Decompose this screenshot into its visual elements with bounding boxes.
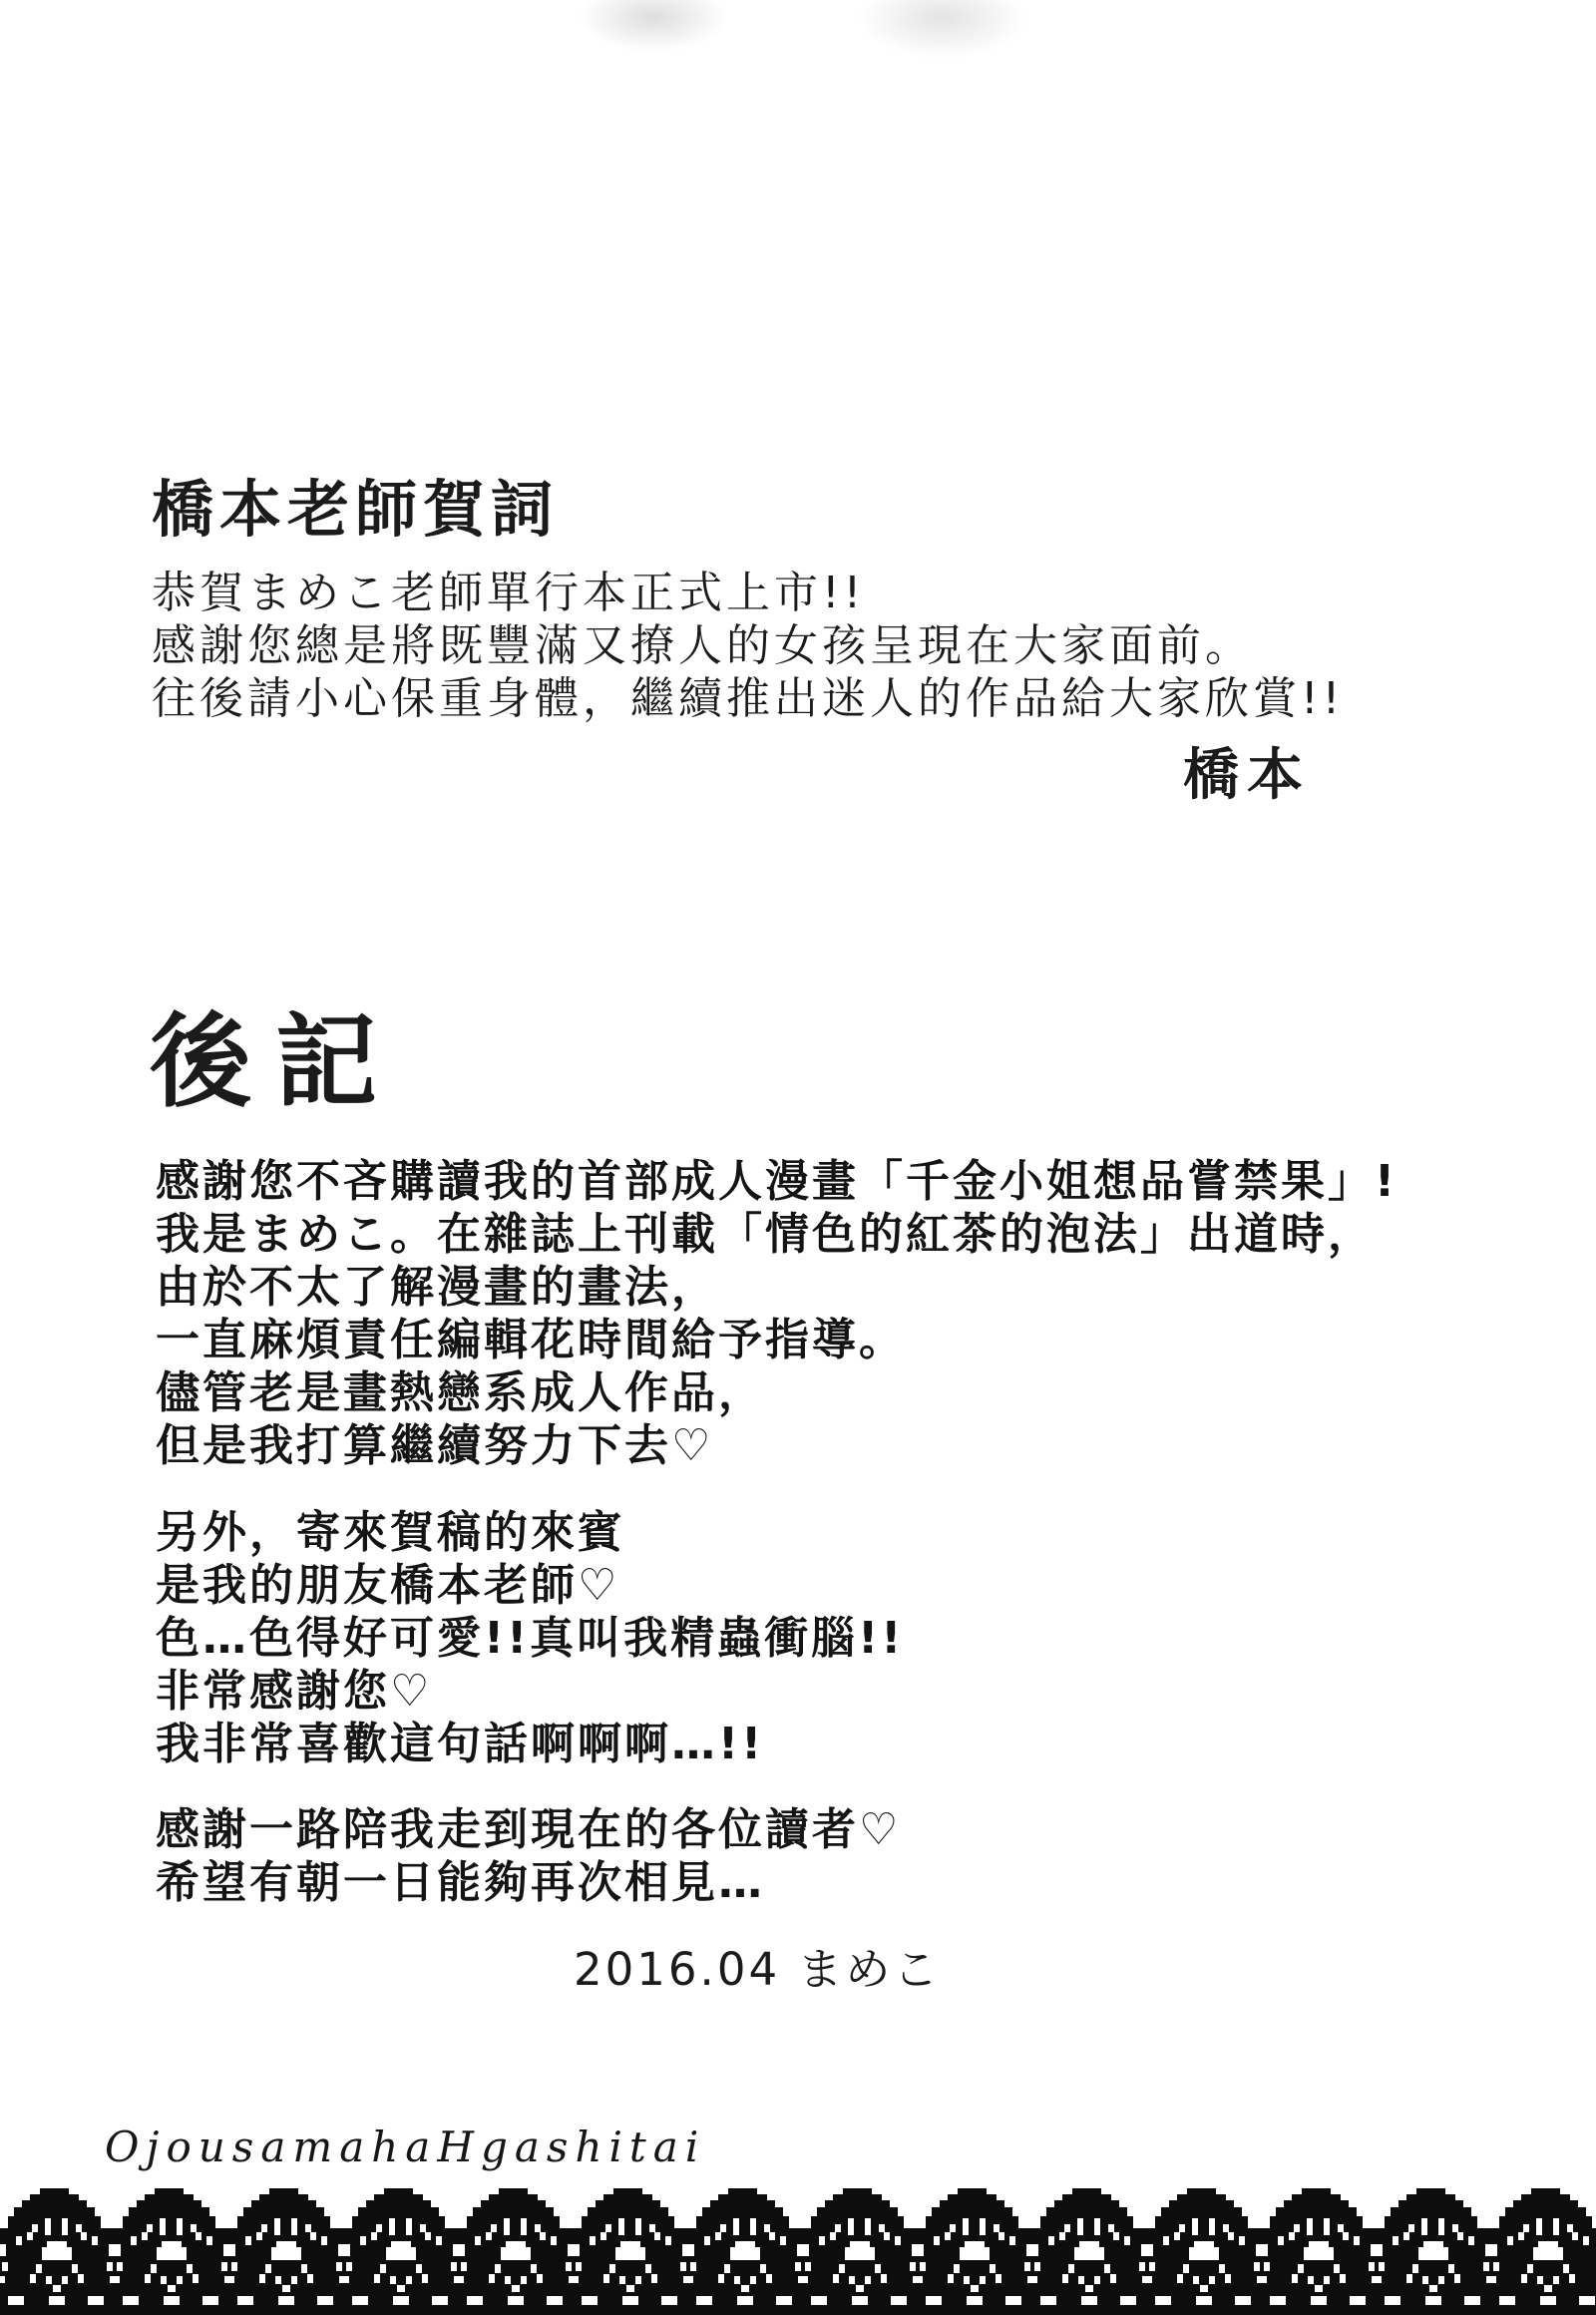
afterword-line: 我非常喜歡這句話啊啊啊…!! bbox=[156, 1719, 765, 1769]
afterword-line: 儘管老是畫熱戀系成人作品， bbox=[156, 1367, 765, 1418]
afterword-paragraph-1 bbox=[156, 1155, 1397, 1472]
lace-border bbox=[0, 2184, 1596, 2315]
guest-artist-signature: 橋本 bbox=[1183, 743, 1311, 808]
afterword-line: 一直麻煩責任編輯花時間給予指導。 bbox=[156, 1315, 906, 1365]
afterword-line: 另外，寄來賀稿的來賓 bbox=[156, 1507, 624, 1558]
greeting-title: 橋本老師賀詞 bbox=[152, 473, 560, 546]
afterword-paragraph-2 bbox=[156, 1506, 904, 1770]
afterword-line: 非常感謝您♡ bbox=[156, 1666, 433, 1717]
afterword-line: 由於不太了解漫畫的畫法， bbox=[156, 1262, 718, 1313]
afterword-line: 感謝您不吝購讀我的首部成人漫畫「千金小姐想品嘗禁果」! bbox=[156, 1156, 1398, 1207]
afterword-paragraph-3 bbox=[156, 1803, 901, 1909]
afterword-line: 是我的朋友橋本老師♡ bbox=[156, 1560, 620, 1611]
afterword-line: 但是我打算繼續努力下去♡ bbox=[156, 1420, 714, 1471]
scan-artifact bbox=[858, 0, 1027, 58]
afterword-title: 後記 bbox=[150, 1003, 401, 1122]
greeting-message bbox=[152, 567, 1344, 725]
afterword-line: 希望有朝一日能夠再次相見… bbox=[156, 1857, 765, 1908]
greeting-line: 往後請小心保重身體，繼續推出迷人的作品給大家欣賞!! bbox=[152, 673, 1345, 724]
afterword-line: 感謝一路陪我走到現在的各位讀者♡ bbox=[156, 1804, 902, 1855]
date-signature: 2016.04 まめこ bbox=[574, 1943, 942, 1996]
afterword-line: 我是まめこ。在雜誌上刊載「情色的紅茶的泡法」出道時， bbox=[156, 1209, 1375, 1260]
romaji-title: OjousamahaHgashitai bbox=[105, 2122, 706, 2171]
greeting-line: 恭賀まめこ老師單行本正式上市!! bbox=[152, 568, 866, 618]
greeting-line: 感謝您總是將既豐滿又撩人的女孩呈現在大家面前。 bbox=[152, 620, 1253, 671]
scan-artifact bbox=[579, 0, 728, 52]
afterword-line: 色…色得好可愛!!真叫我精蟲衝腦!! bbox=[156, 1613, 905, 1664]
